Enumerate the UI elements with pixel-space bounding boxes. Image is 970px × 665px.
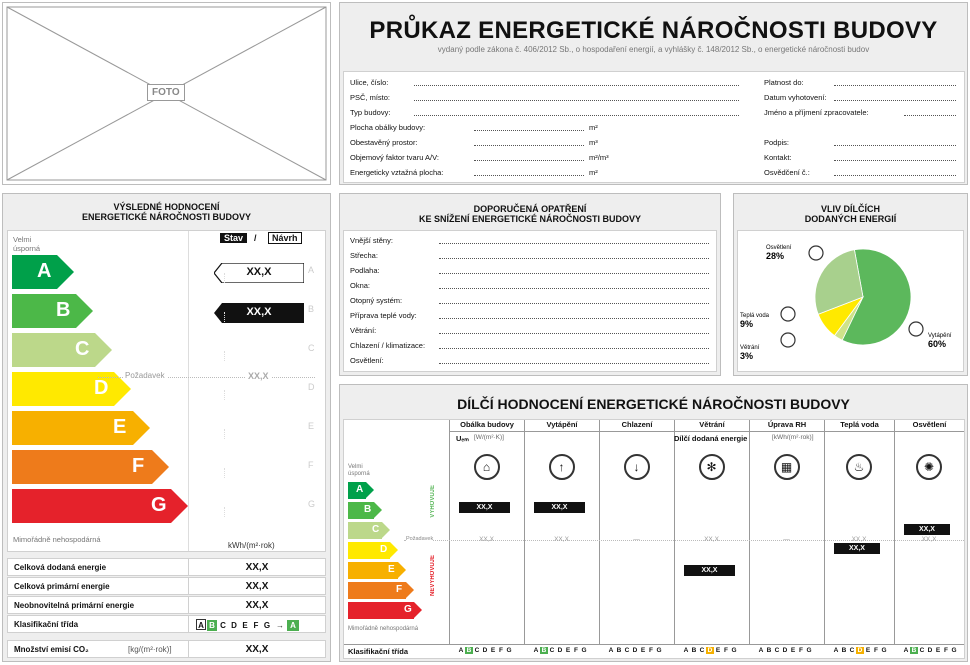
class-letter: E (242, 621, 248, 630)
class-letter: A (758, 647, 764, 654)
class-letter: B (207, 620, 217, 631)
photo-placeholder (2, 2, 331, 185)
column-icon: ↑ (549, 454, 575, 480)
arrow-body (12, 450, 152, 484)
column-divider (894, 432, 895, 659)
summary-row (7, 596, 326, 614)
class-letter: C (549, 647, 555, 654)
column-icon: ↓ (624, 454, 650, 480)
measure-label: Otopný systém: (350, 296, 403, 305)
field-label: Datum vyhotovení: (764, 93, 827, 102)
class-letter: F (799, 647, 803, 654)
overall-scale: Velmi úsporná Stav / Návrh A B C D E F G Požadavek XX,X XX,X XX,X A B C D E F G Mimořádně nehospodárná kWh/(m²·rok) (7, 230, 326, 552)
class-letters (457, 647, 513, 654)
class-letter: A (533, 647, 539, 654)
class-letter: G (581, 647, 587, 654)
field-unit: m² (589, 168, 598, 177)
arrow-tip (374, 502, 382, 518)
summary-value: XX,X (245, 581, 269, 592)
measure-label: Okna: (350, 281, 371, 290)
column-divider (599, 432, 600, 659)
delivered-unit: [kWh/(m²·rok)] (772, 434, 814, 441)
pie-icon (809, 246, 823, 260)
tab-state: Stav (220, 233, 247, 243)
overall-title: VÝSLEDNÉ HODNOCENÍ ENERGETICKÉ NÁROČNOSTI BUDOVY (81, 202, 251, 223)
field-value[interactable] (834, 93, 956, 101)
measure-label: Větrání: (350, 326, 377, 335)
class-arrow-b (12, 294, 93, 328)
page-subtitle: vydaný podle zákona č. 406/2012 Sb., o hospodaření energií, a vyhlášky č. 148/2012 Sb., o energetické náročnosti budov (437, 45, 870, 54)
scale-top-2: úsporná (348, 471, 370, 477)
field-unit: m²/m³ (589, 153, 609, 162)
tab-design: Návrh (268, 232, 302, 244)
arrow-tip (406, 582, 414, 598)
arrow-letter: C (372, 524, 380, 535)
partial-arrow-f (348, 582, 414, 599)
pie-icon (909, 322, 923, 336)
class-letters (196, 619, 299, 631)
header-fields (343, 71, 965, 183)
column-divider (824, 432, 825, 659)
class-letter: A (196, 619, 206, 630)
summary-label: Celková dodaná energie (14, 563, 107, 572)
class-letter: E (715, 647, 721, 654)
class-letter: C (474, 647, 480, 654)
class-letter: G (806, 647, 812, 654)
column-divider (449, 432, 450, 659)
arrow-tip (76, 294, 93, 328)
u-unit: [W/(m²·K)] (474, 434, 504, 441)
arrow-letter: F (132, 455, 145, 477)
class-letter: D (482, 647, 488, 654)
measure-label: Podlaha: (350, 266, 380, 275)
arrow-letter: G (404, 604, 412, 615)
pie-icon (781, 307, 795, 321)
arrow-letter: B (364, 504, 372, 515)
ghost-letter: A (308, 265, 315, 275)
ghost-letter: E (308, 421, 315, 431)
class-letter: E (565, 647, 571, 654)
class-letter: G (731, 647, 737, 654)
class-arrow-e (12, 411, 150, 445)
class-letter: D (782, 647, 788, 654)
ghost-tick (224, 351, 225, 361)
class-letter: A (608, 647, 614, 654)
measure-value[interactable] (439, 251, 709, 259)
arrow-letter: F (396, 584, 403, 595)
column-divider (674, 432, 675, 659)
field-unit: m³ (589, 138, 598, 147)
class-letter: B (616, 647, 622, 654)
arrow-letter: D (94, 377, 109, 399)
class-letter: B (466, 647, 472, 654)
arrow-tip (382, 522, 390, 538)
photo-label: FOTO (147, 84, 185, 101)
arrow-letter: A (37, 260, 52, 282)
measure-label: Vnější stěny: (350, 236, 393, 245)
class-letters (607, 647, 663, 654)
column-divider (524, 432, 525, 659)
ghost-tick (224, 429, 225, 439)
ghost-letter: B (308, 304, 315, 314)
class-letter: E (865, 647, 871, 654)
field-value[interactable] (834, 138, 956, 146)
pie-label-name: Osvětlení (766, 245, 792, 251)
measure-value[interactable] (439, 326, 709, 334)
class-letter: D (557, 647, 563, 654)
meets-label: VYHOVUJE (430, 485, 436, 518)
measure-value[interactable] (439, 236, 709, 244)
summary-label: Celková primární energie (14, 582, 110, 591)
pie-label-pct: 60% (928, 339, 947, 349)
class-letters (757, 647, 813, 654)
arrow-letter: E (388, 564, 395, 575)
class-letters (902, 647, 958, 654)
field-label: Jméno a příjmení zpracovatele: (764, 108, 869, 117)
u-label: Uₑₘ (456, 434, 469, 443)
class-letter: E (935, 647, 941, 654)
value-marker: XX,X (834, 543, 880, 554)
summary-unit: [kg/(m²·rok)] (128, 645, 172, 654)
summary-row (7, 615, 326, 633)
ghost-tick (224, 468, 225, 478)
partial-title: DÍLČÍ HODNOCENÍ ENERGETICKÉ NÁROČNOSTI BUDOVY (457, 396, 850, 412)
ghost-letter: C (308, 343, 315, 353)
measure-label: Osvětlení: (350, 356, 384, 365)
pie-label-name: Vytápění (928, 333, 952, 339)
pie-area (737, 230, 964, 372)
class-letter: G (951, 647, 957, 654)
arrow-letter: C (75, 338, 90, 360)
state-marker: XX,X (214, 303, 304, 323)
class-letter: G (506, 647, 512, 654)
unit-label: kWh/(m²·rok) (228, 541, 275, 550)
arrow-letter: D (380, 544, 388, 555)
measure-label: Příprava teplé vody: (350, 311, 417, 320)
field-value[interactable] (414, 93, 739, 101)
ghost-letter: F (308, 460, 314, 470)
requirement-label: Požadavek (125, 371, 165, 380)
arrow-tip (57, 255, 74, 289)
requirement-value: XX,X (921, 536, 937, 543)
column-header: Teplá voda (824, 420, 894, 432)
summary-row (7, 577, 326, 595)
requirement-value: XX,X (851, 536, 867, 543)
arrow-tip (366, 482, 374, 498)
value-marker: XX,X (459, 502, 510, 513)
summary-label: Klasifikační třída (14, 620, 79, 629)
class-letter: F (499, 647, 503, 654)
arrow-letter: E (113, 416, 127, 438)
measures-list (343, 230, 717, 372)
ghost-tick (224, 273, 225, 283)
column-header: Úprava RH (749, 420, 824, 432)
value-marker: XX,X (534, 502, 585, 513)
field-label: Podpis: (764, 138, 790, 147)
fails-label: NEVYHOVUJE (430, 555, 436, 597)
class-letter: G (656, 647, 662, 654)
class-letter: A (683, 647, 689, 654)
measure-label: Chlazení / klimatizace: (350, 341, 426, 350)
field-label: Plocha obálky budovy: (350, 123, 426, 132)
scale-top-1: Velmi (348, 464, 363, 470)
arrow-tip (171, 489, 188, 523)
field-value[interactable] (834, 153, 956, 161)
pie-title: VLIV DÍLČÍCH DODANÝCH ENERGIÍ (804, 204, 897, 225)
pie-icon (781, 333, 795, 347)
field-label: Typ budovy: (350, 108, 391, 117)
class-letter: F (649, 647, 653, 654)
measure-value[interactable] (439, 356, 709, 364)
column-divider (749, 432, 750, 659)
ghost-letter: D (308, 382, 315, 392)
measure-value[interactable] (439, 341, 709, 349)
class-letter: B (541, 647, 547, 654)
class-letter: D (927, 647, 933, 654)
class-letter: F (874, 647, 878, 654)
field-unit: m² (589, 123, 598, 132)
requirement-value: XX,X (479, 536, 494, 543)
class-letters (532, 647, 588, 654)
column-icon: ⌂ (474, 454, 500, 480)
requirement-value: XX,X (554, 536, 569, 543)
measure-label: Střecha: (350, 251, 378, 260)
class-letter: C (699, 647, 705, 654)
arrow-tip (398, 562, 406, 578)
class-letter: D (857, 647, 863, 654)
arrow-letter: G (151, 494, 167, 516)
field-value[interactable] (474, 153, 584, 161)
ghost-letter: G (308, 499, 316, 509)
arrow-body (12, 489, 171, 523)
class-letter: F (724, 647, 728, 654)
class-letter: D (231, 621, 237, 630)
measures-title: DOPORUČENÁ OPATŘENÍ KE SNÍŽENÍ ENERGETICKÉ NÁROČNOSTI BUDOVY (418, 204, 642, 225)
column-icon: ♨ (846, 454, 872, 480)
field-label: Kontakt: (764, 153, 792, 162)
field-label: Obestavěný prostor: (350, 138, 418, 147)
scale-bottom: Mimořádně nehospodárná (348, 626, 419, 632)
overall-panel (2, 193, 331, 662)
class-letter: A (903, 647, 909, 654)
summary-label: Množství emisí CO₂ (14, 645, 89, 654)
pie-label-pct: 9% (740, 319, 754, 329)
page-title: PRŮKAZ ENERGETICKÉ NÁROČNOSTI BUDOVY (369, 17, 938, 44)
class-letter: A (458, 647, 464, 654)
arrow-tip (152, 450, 169, 484)
partial-arrow-a (348, 482, 374, 499)
class-letter: E (490, 647, 496, 654)
arrow-tip (95, 333, 112, 367)
partial-panel (339, 384, 968, 662)
field-value[interactable] (414, 78, 739, 86)
field-value[interactable] (414, 108, 739, 116)
class-letter: F (574, 647, 578, 654)
column-icon: ✺ (916, 454, 942, 480)
column-icon: ▦ (774, 454, 800, 480)
column-header: Osvětlení (894, 420, 964, 432)
arrow-tip (390, 542, 398, 558)
value-marker: XX,X (684, 565, 735, 576)
arrow-letter: B (56, 299, 71, 321)
class-arrow-f (12, 450, 169, 484)
field-value[interactable] (834, 78, 956, 86)
scale-divider (188, 231, 189, 551)
field-label: Energeticky vztažná plocha: (350, 168, 444, 177)
summary-row (7, 558, 326, 576)
class-letter: G (881, 647, 887, 654)
arrow-tip (414, 602, 422, 618)
field-label: PSČ, místo: (350, 93, 391, 102)
field-label: Objemový faktor tvaru A/V: (350, 153, 439, 162)
class-arrow-a (12, 255, 74, 289)
pie-panel (733, 193, 968, 376)
field-value[interactable] (474, 123, 584, 131)
pie-label-name: Teplá voda (740, 313, 770, 319)
pie-label-pct: 3% (740, 351, 754, 361)
class-letters (682, 647, 738, 654)
field-label: Ulice, číslo: (350, 78, 389, 87)
measures-panel (339, 193, 721, 376)
field-label: Platnost do: (764, 78, 804, 87)
class-letter: E (640, 647, 646, 654)
requirement-value: XX,X (704, 536, 719, 543)
value-marker: XX,X (904, 524, 950, 535)
delivered-label: Dílčí dodaná energie (674, 434, 748, 443)
column-header: Větrání (674, 420, 749, 432)
column-header: Vytápění (524, 420, 599, 432)
class-letter: G (263, 621, 271, 630)
row-divider (188, 616, 189, 632)
summary-row (7, 640, 326, 658)
class-letter: C (919, 647, 925, 654)
design-marker: XX,X (214, 263, 304, 283)
ghost-tick (224, 312, 225, 322)
pie-label-name: Větrání (740, 345, 760, 351)
partial-grid (343, 419, 965, 659)
summary-value: XX,X (245, 644, 269, 655)
arrow-letter: A (356, 484, 364, 495)
class-letter: F (253, 621, 259, 630)
class-letter: B (691, 647, 697, 654)
requirement-value: — (783, 536, 790, 543)
class-letter: D (632, 647, 638, 654)
class-letter: C (849, 647, 855, 654)
requirement-value: — (633, 536, 640, 543)
arrow-tip (133, 411, 150, 445)
summary-value: XX,X (245, 600, 269, 611)
class-result: A (287, 620, 299, 631)
measure-value[interactable] (439, 266, 709, 274)
class-letter: D (707, 647, 713, 654)
class-letter: B (841, 647, 847, 654)
partial-arrow-c (348, 522, 390, 539)
class-letter: C (774, 647, 780, 654)
class-letter: B (911, 647, 917, 654)
class-arrow-c (12, 333, 112, 367)
field-value[interactable] (904, 108, 956, 116)
pie-label-pct: 28% (766, 251, 785, 261)
measure-value[interactable] (439, 296, 709, 304)
class-arrow-g (12, 489, 188, 523)
class-arrow: → (276, 621, 284, 630)
class-letters (832, 647, 888, 654)
summary-label: Neobnovitelná primární energie (14, 601, 135, 610)
measure-value[interactable] (439, 281, 709, 289)
field-value[interactable] (474, 138, 584, 146)
pie-chart (738, 231, 965, 373)
partial-arrow-b (348, 502, 382, 519)
column-icon: ✻ (699, 454, 725, 480)
class-letter: C (220, 621, 226, 630)
class-letter: C (624, 647, 630, 654)
requirement-value: XX,X (248, 371, 269, 381)
partial-arrow-g (348, 602, 422, 619)
column-header: Obálka budovy (449, 420, 524, 432)
summary-value: XX,X (245, 562, 269, 573)
class-letter: A (833, 647, 839, 654)
class-letter: F (944, 647, 948, 654)
measure-value[interactable] (439, 311, 709, 319)
ghost-tick (224, 390, 225, 400)
field-value[interactable] (474, 168, 584, 176)
class-label: Klasifikační třída (348, 647, 409, 656)
partial-arrow-e (348, 562, 406, 579)
class-letter: B (766, 647, 772, 654)
ghost-tick (224, 507, 225, 517)
column-header: Chlazení (599, 420, 674, 432)
field-value[interactable] (834, 168, 956, 176)
field-label: Osvědčení č.: (764, 168, 810, 177)
class-letter: E (790, 647, 796, 654)
partial-arrow-d (348, 542, 398, 559)
header-panel (339, 2, 968, 185)
requirement-label: Požadavek (406, 536, 434, 542)
